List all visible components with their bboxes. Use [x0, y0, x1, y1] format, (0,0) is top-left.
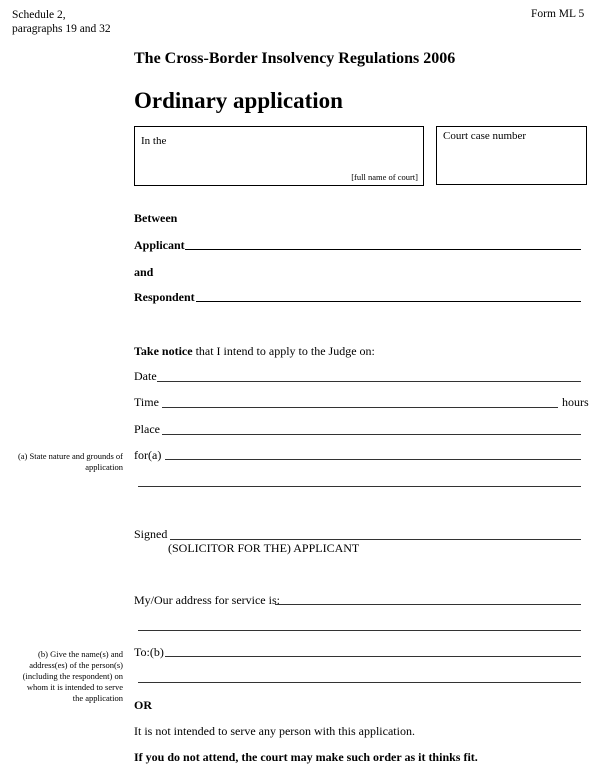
regulations-title: The Cross-Border Insolvency Regulations 2006 — [134, 50, 456, 67]
applicant-field[interactable] — [185, 249, 581, 250]
take-notice-bold: Take notice — [134, 344, 193, 358]
signature-field[interactable] — [170, 539, 581, 540]
date-field[interactable] — [157, 381, 581, 382]
applicant-label: Applicant — [134, 238, 185, 252]
form-id: Form ML 5 — [531, 8, 585, 20]
page-title: Ordinary application — [134, 88, 343, 113]
side-note-b-line: whom it is intended to serve — [26, 682, 123, 692]
court-name-box[interactable] — [134, 126, 424, 186]
between-label: Between — [134, 211, 178, 225]
not-intended-text: It is not intended to serve any person with this application. — [134, 724, 415, 738]
take-notice-rest: that I intend to apply to the Judge on: — [192, 344, 375, 358]
for-field-continuation[interactable] — [138, 486, 581, 487]
and-label: and — [134, 265, 154, 279]
respondent-label: Respondent — [134, 290, 195, 304]
date-label: Date — [134, 369, 157, 383]
side-note-b — [23, 649, 123, 704]
to-label: To:(b) — [134, 645, 164, 659]
place-field[interactable] — [162, 434, 581, 435]
hours-label: hours — [562, 395, 589, 409]
side-note-a-line: application — [85, 462, 123, 472]
signed-caption: (SOLICITOR FOR THE) APPLICANT — [168, 541, 360, 555]
side-note-a-line: (a) State nature and grounds of — [17, 451, 123, 461]
address-field-continuation[interactable] — [138, 630, 581, 631]
schedule-reference — [12, 8, 111, 36]
side-note-b-line: the application — [72, 693, 123, 703]
to-field[interactable] — [165, 656, 581, 657]
take-notice-text — [134, 344, 375, 359]
paragraphs-line: paragraphs 19 and 32 — [12, 23, 111, 35]
time-field[interactable] — [162, 407, 558, 408]
signed-label: Signed — [134, 527, 168, 541]
to-field-continuation[interactable] — [138, 682, 581, 683]
warning-text: If you do not attend, the court may make such order as it thinks fit. — [134, 750, 478, 764]
court-case-number-label: Court case number — [443, 130, 527, 142]
address-field[interactable] — [275, 604, 581, 605]
or-label: OR — [134, 698, 152, 712]
side-note-b-line: (b) Give the name(s) and — [38, 649, 123, 659]
time-label: Time — [134, 395, 159, 409]
side-note-b-line: address(es) of the person(s) — [29, 660, 123, 670]
side-note-b-line: (including the respondent) on — [22, 671, 123, 681]
court-case-number-box[interactable] — [436, 126, 587, 185]
schedule-line: Schedule 2, — [12, 9, 66, 21]
place-label: Place — [134, 422, 160, 436]
in-the-label: In the — [141, 135, 167, 147]
side-note-a — [18, 451, 123, 473]
court-name-hint: [full name of court] — [351, 172, 418, 182]
for-field[interactable] — [165, 459, 581, 460]
respondent-field[interactable] — [196, 301, 581, 302]
address-label: My/Our address for service is: — [134, 593, 280, 607]
for-label: for(a) — [134, 448, 162, 462]
